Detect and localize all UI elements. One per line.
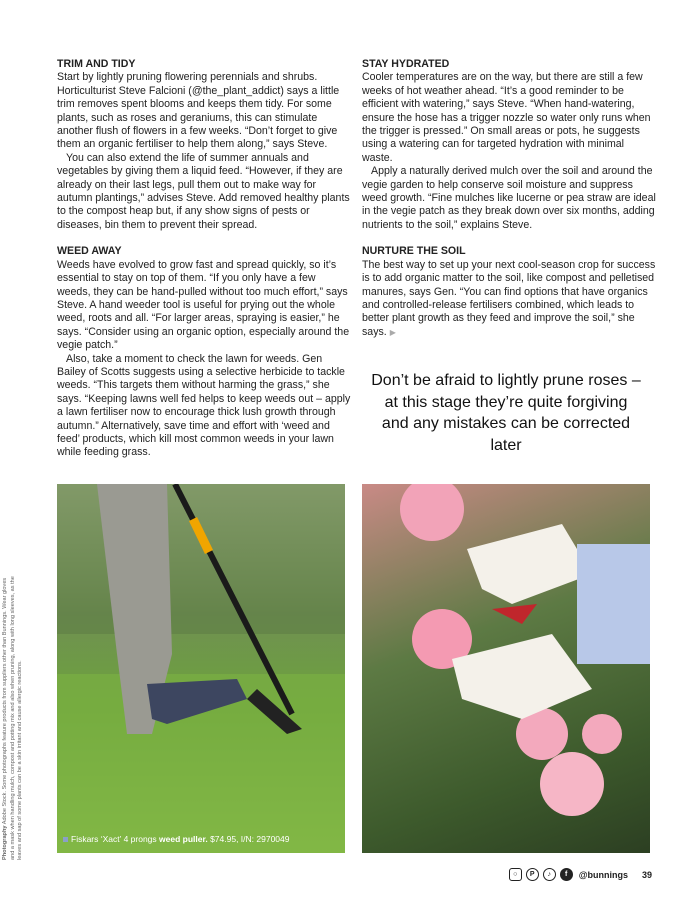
- rose-pruning-illustration: [362, 484, 650, 853]
- paragraph: You can also extend the life of summer annuals and vegetables by giving them a liquid feed. “However, if they are already on their last legs, pull them out to make way for autumn plantings,” advises Steve. Add removed healthy plants to the compost heap but, if any show signs of pests or diseases, bin them to prevent their spread.: [57, 151, 350, 231]
- footer: [509, 868, 652, 881]
- facebook-icon[interactable]: f: [560, 868, 573, 881]
- instagram-icon[interactable]: ○: [509, 868, 522, 881]
- rose-pruning-photo: [362, 484, 650, 853]
- photography-credit: [2, 570, 25, 860]
- section-nurture-the-soil: [362, 245, 656, 339]
- caption-product: weed puller.: [159, 834, 208, 844]
- caption-bullet-icon: [63, 837, 68, 842]
- pinterest-icon[interactable]: P: [526, 868, 539, 881]
- right-column: [362, 58, 656, 352]
- weed-puller-photo: [57, 484, 345, 853]
- section-heading: NURTURE THE SOIL: [362, 245, 466, 258]
- section-stay-hydrated: [362, 58, 656, 232]
- caption-price: $74.95, I/N: 2970049: [210, 834, 290, 844]
- paragraph-text: The best way to set up your next cool-season crop for success is to add organic matter to the soil, like compost and pelletised manures, says Gen. “You can find options that have organics and controlled-release fertilisers combined, which leads to better plant growth as they feed and improve the soil,” she says.: [362, 258, 656, 338]
- page-number: 39: [641, 869, 652, 880]
- end-arrow-icon: ▶: [389, 327, 396, 337]
- section-heading: WEED AWAY: [57, 245, 122, 258]
- section-trim-and-tidy: [57, 58, 351, 232]
- product-caption: [63, 834, 289, 845]
- weed-puller-illustration: [57, 484, 345, 853]
- social-handle[interactable]: @bunnings: [578, 869, 628, 880]
- paragraph: Cooler temperatures are on the way, but there are still a few weeks of hot weather ahead. “It’s a good reminder to be efficient with watering,” says Steve. “When hand-watering, ensure the hose has a trigger nozzle so water only runs when the trigger is pressed.” On small areas or pots, he suggests using a watering can for targeted hydration with minimal waste.: [362, 71, 651, 164]
- paragraph: [362, 259, 656, 339]
- caption-name: Fiskars ‘Xact’ 4 prongs: [71, 834, 157, 844]
- paragraph: Start by lightly pruning flowering perennials and shrubs. Horticulturist Steve Falcioni (@the_plant_addict) says a little trim removes spent blooms and keeps them tidy. For some plants, such as roses and geraniums, this can stimulate another flush of flowers in a few weeks. “Don’t forget to give them an organic fertiliser to help them along,” says Steve.: [57, 71, 340, 151]
- left-column: [57, 58, 351, 473]
- section-weed-away: [57, 245, 351, 460]
- paragraph: Apply a naturally derived mulch over the soil and around the vegie garden to help conserve soil moisture and suppress weed growth. “Fine mulches like lucerne or pea straw are ideal in the vegie patch as they break down over six months, adding nutrients to the soil,” explains Steve.: [362, 165, 656, 231]
- credit-text: Adobe Stock. Some photographs feature products from suppliers other than Bunnings. Wear gloves and a mask when handling mulch, compost and potting mix and also when pruning, along with long sleeves, as the leaves and sap of some plants can be a skin irritant and cause allergic reactions.: [2, 576, 23, 860]
- section-heading: STAY HYDRATED: [362, 58, 450, 70]
- tiktok-icon[interactable]: ♪: [543, 868, 556, 881]
- paragraph: Also, take a moment to check the lawn for weeds. Gen Bailey of Scotts suggests using a selective herbicide to tackle weeds. “This targets them without harming the grass,” she says. “Keeping lawns well fed helps to keep weeds out – apply a lawn fertiliser now to encourage thick lush growth through autumn.” Alternatively, save time and effort with ‘weed and feed’ products, which kill most common weeds in your lawn while feeding grass.: [57, 352, 351, 459]
- pull-quote: Don’t be afraid to lightly prune roses – at this stage they’re quite forgiving and any mistakes can be corrected later: [371, 372, 641, 454]
- credit-label: Photography: [2, 825, 8, 860]
- section-heading: TRIM AND TIDY: [57, 58, 136, 70]
- paragraph: Weeds have evolved to grow fast and spread quickly, so it’s essential to stay on top of them. “If you only have a few weeds, they can be hand-pulled without too much effort,” says Steve. A hand weeder tool is useful for prying out the whole weed, roots and all. “For larger areas, spraying is easier,” he says. “Consider using an organic option, especially around the vegie patch.”: [57, 258, 350, 352]
